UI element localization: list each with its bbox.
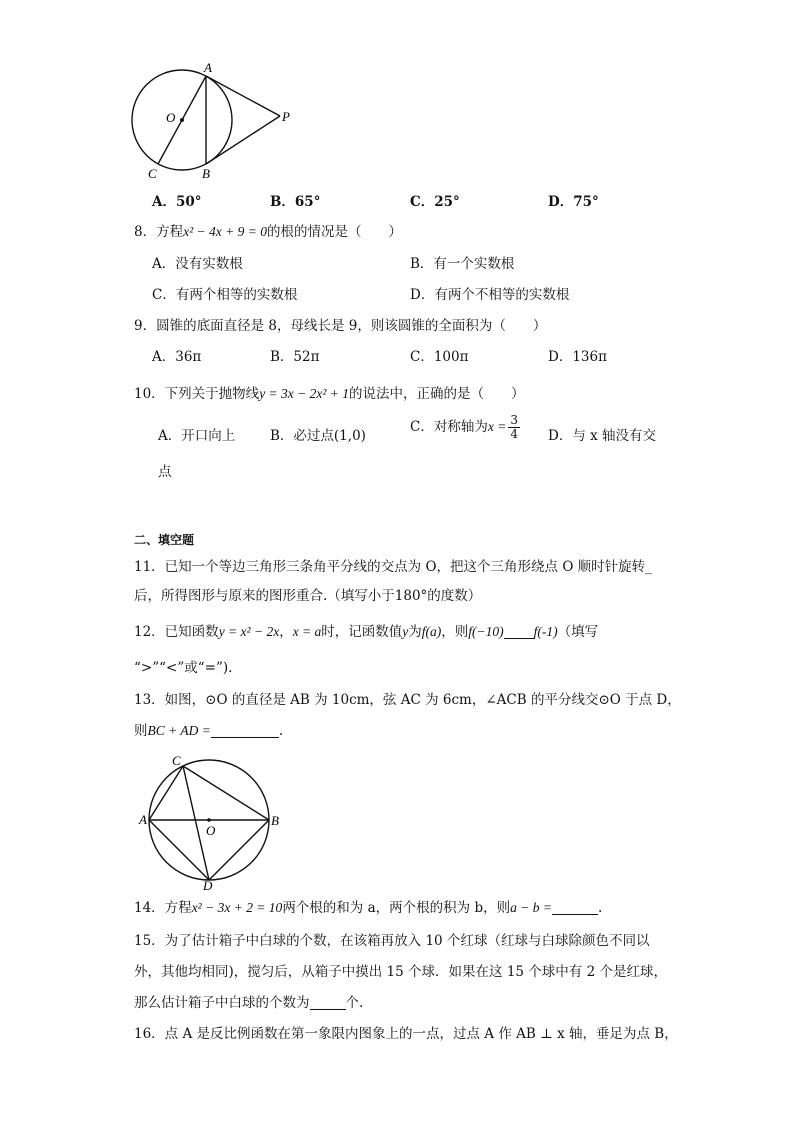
q12-answer-blank[interactable] <box>504 624 534 639</box>
q10-fraction-numerator: 3 <box>510 413 518 427</box>
q10-option-c-var: x = <box>487 419 507 434</box>
q14-equation: x² − 3x + 2 = 10 <box>191 900 283 915</box>
chord-bd <box>209 820 269 880</box>
q10-option-a: A．开口向上 <box>158 428 236 444</box>
q12-line1 <box>134 622 598 642</box>
q7-option-d: D．75° <box>548 194 599 210</box>
q13-equation: BC + AD = <box>147 723 211 738</box>
q8-question <box>134 222 402 242</box>
q14-question <box>134 898 602 918</box>
q10-fraction-denominator: 4 <box>510 427 518 441</box>
q10-option-c-prefix: C．对称轴为 <box>410 419 488 435</box>
q7-option-b: B．65° <box>270 194 321 210</box>
chord-cb <box>183 766 269 820</box>
label-c2: C <box>172 753 181 768</box>
chord-ac <box>149 766 183 820</box>
q10-question <box>134 384 525 404</box>
q10-equation: y = 3x − 2x² + 1 <box>259 386 350 401</box>
q12-text-f: 为 <box>408 624 422 640</box>
q13-text-a: 则 <box>134 723 148 739</box>
q8-option-c: C．有两个相等的实数根 <box>152 287 298 303</box>
q13-line2 <box>134 721 283 741</box>
label-o2: O <box>206 823 216 838</box>
chord-ad <box>149 820 209 880</box>
q15-line1: 15．为了估计箱子中白球的个数，在该箱再放入 10 个红球（红球与白球除颜色不同以 <box>134 933 650 949</box>
q10-option-b: B．必过点(1,0) <box>270 428 366 444</box>
q15-answer-blank[interactable] <box>310 995 346 1010</box>
q8-option-b: B．有一个实数根 <box>410 256 515 272</box>
q10-fraction <box>508 414 520 441</box>
q14-text-a: 14．方程 <box>134 900 192 916</box>
q12-text-k: （填写 <box>557 624 599 640</box>
q15-line3 <box>134 993 363 1013</box>
q8-option-d: D．有两个不相等的实数根 <box>410 287 570 303</box>
q15-line2: 外，其他均相同)，搅匀后，从箱子中摸出 15 个球．如果在这 15 个球中有 2 个是红球， <box>134 964 667 980</box>
q9-option-b: B．52π <box>270 349 320 365</box>
q9-option-d: D．136π <box>548 349 607 365</box>
q12-equation: y = x² − 2x <box>218 624 280 639</box>
q12-f-neg10: f(−10) <box>468 624 504 639</box>
q11-line2: 后，所得图形与原来的图形重合.（填写小于180°的度数） <box>134 588 482 604</box>
q12-fa: f(a) <box>421 624 442 639</box>
q12-text-h: ，则 <box>441 624 469 640</box>
q12-x-eq-a: x = a <box>292 624 322 639</box>
tangent-pb <box>206 116 280 164</box>
q13-figure <box>136 752 286 890</box>
q8-option-a: A．没有实数根 <box>152 256 243 272</box>
q15-text-b: 个. <box>345 995 364 1011</box>
q7-option-a: A．50° <box>152 194 202 210</box>
q12-text-b: ， <box>279 624 293 640</box>
label-p: P <box>282 109 290 124</box>
q14-end: . <box>597 900 603 916</box>
q10-option-d-continued: 点 <box>158 464 172 480</box>
center-dot <box>180 118 184 122</box>
label-o: O <box>166 110 176 125</box>
q13-end: . <box>278 723 284 739</box>
q12-text-a: 12．已知函数 <box>134 624 219 640</box>
label-c: C <box>148 166 157 181</box>
center-dot-2 <box>207 818 211 822</box>
q15-text-a: 那么估计箱子中白球的个数为 <box>134 995 310 1011</box>
q13-line1: 13．如图，⊙O 的直径是 AB 为 10cm，弦 AC 为 6cm，∠ACB 的平分线交⊙O 于点 D， <box>134 692 681 708</box>
label-d2: D <box>203 878 213 890</box>
q12-text-d: 时，记函数值 <box>321 624 403 640</box>
q8-text-before: 方程 <box>156 224 184 240</box>
q14-equation-2: a − b = <box>510 900 552 915</box>
label-a2: A <box>139 812 147 827</box>
q10-option-c <box>410 414 522 441</box>
q12-line2: “>”“<”或“=”). <box>134 660 233 676</box>
q10-option-d: D．与 x 轴没有交 <box>548 428 657 444</box>
q10-text-before: 10．下列关于抛物线 <box>134 386 260 402</box>
q16-line1: 16．点 A 是反比例函数在第一象限内图象上的一点，过点 A 作 AB ⊥ x 轴，垂足为点 B， <box>134 1026 678 1042</box>
section-title: 二、填空题 <box>134 533 195 547</box>
q9-option-a: A．36π <box>152 349 202 365</box>
q13-answer-blank[interactable] <box>211 723 279 738</box>
q8-text-after: 的根的情况是（ ） <box>266 224 402 240</box>
q9-question: 9．圆锥的底面直径是 8，母线长是 9，则该圆锥的全面积为（ ） <box>134 318 547 334</box>
q9-option-c: C．100π <box>410 349 469 365</box>
label-b: B <box>202 166 210 181</box>
q8-number: 8． <box>134 224 157 240</box>
q7-figure <box>130 58 300 186</box>
q7-option-c: C．25° <box>410 194 460 210</box>
label-b2: B <box>271 813 279 828</box>
q10-text-after: 的说法中，正确的是（ ） <box>349 386 525 402</box>
q11-line1: 11．已知一个等边三角形三条角平分线的交点为 O，把这个三角形绕点 O 顺时针旋转_ <box>134 559 652 575</box>
q14-answer-blank[interactable] <box>552 900 598 915</box>
tangent-pa <box>206 76 280 116</box>
label-a: A <box>204 60 212 75</box>
q8-equation: x² − 4x + 9 = 0 <box>183 224 267 239</box>
q14-text-b: 两个根的和为 a，两个根的积为 b，则 <box>282 900 511 916</box>
q12-f-neg1: f(-1) <box>533 624 558 639</box>
q12-y: y <box>402 624 409 639</box>
